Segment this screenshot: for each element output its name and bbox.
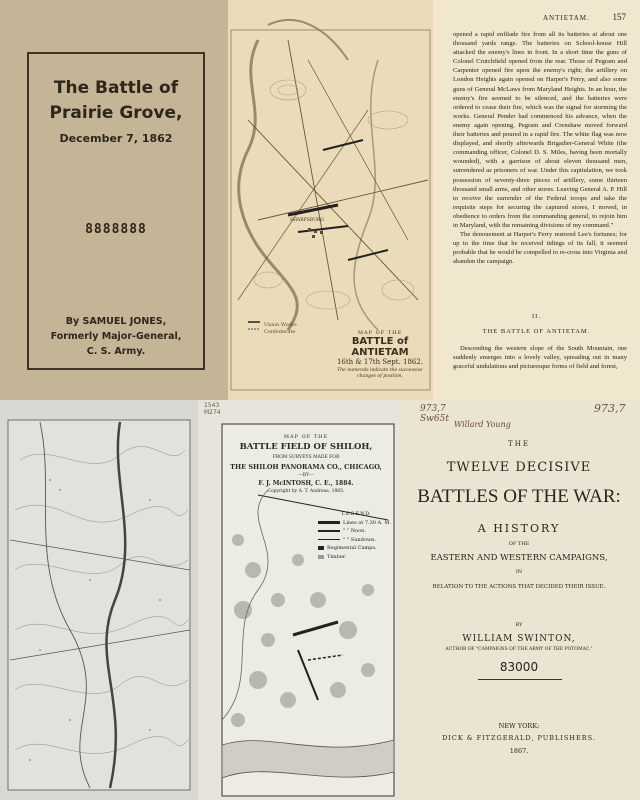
legend-swatch xyxy=(318,546,324,550)
subtitle-relation: RELATION TO THE ACTIONS THAT DECIDED THEIR ISSUE. xyxy=(432,584,606,590)
cover-author: By SAMUEL JONES, xyxy=(65,316,167,327)
legend-swatch xyxy=(318,539,340,540)
legend-confederate: Confederate xyxy=(264,329,296,335)
shiloh-title-small: MAP OF THE xyxy=(283,434,329,440)
shiloh-by: —BY— xyxy=(298,473,314,478)
caption-small: MAP OF THE xyxy=(357,330,403,336)
cover-author-block xyxy=(29,314,203,359)
topographic-map xyxy=(0,400,198,800)
paragraph-3: Descending the western slope of the South Mountain, one suddenly emerges into a lovely valley, spreading out in many graceful undulations and picturesque forms of field and forest, xyxy=(453,345,627,371)
shiloh-copyright: Copyright by A. T. Andreas, 1885. xyxy=(267,489,345,494)
caption-title: BATTLE of ANTIETAM xyxy=(351,336,409,358)
topographic-map-drawing xyxy=(0,400,198,800)
shiloh-subtitle: FROM SURVEYS MADE FOR xyxy=(272,455,340,460)
legend-row-morning: Lines at 7.30 A. M. xyxy=(318,519,394,528)
section-title: THE BATTLE OF ANTIETAM. xyxy=(482,328,591,335)
shiloh-author: F. J. McINTOSH, C. E., 1884. xyxy=(258,480,354,487)
legend-row-sundown: " " Sundown. xyxy=(318,536,394,545)
page-number: 157 xyxy=(612,12,626,22)
legend-row-camps: Regimental Camps. xyxy=(318,544,394,553)
author-name: WILLIAM SWINTON, xyxy=(462,634,576,644)
margin-note: 1543 M274 xyxy=(204,402,221,416)
legend-heading: LEGEND xyxy=(341,511,371,517)
paragraph-1: opened a rapid enfilade fire from all its batteries at about one thousand yards range. The batteries on School-house Hill attacked the enemy's lines in front. In a short time the guns of Colonel Crutchfield opened from the rear. Those of Pegram and Carpenter opened fire upon the enemy's right; the artillery on London Heights again opened on Harper's Ferry, and also some guns of General McLaws from Maryland Heights. In an hour, the enemy's fire seemed to be silenced, and the batteries were ordered to cease their fire, which was the signal for storming the works. General Pender had commenced his advance, when the enemy again opening, Pegram and Crenshaw moved forward their batteries and poured in a rapid fire. The white flag was now displayed, and shortly afterwards Brigadier-General White (the commanding officer, Colonel D. S. Miles, having been mortally wounded), with a garrison of about eleven thousand men, surrendered as prisoners of war. Under this capitulation, we took possession of seventy-three pieces of artillery, some thirteen thousand small arms, and other stores. Leaving General A. P. Hill to receive the surrender of the Federal troops and take the requisite steps for securing the captured stores, I moved, in obedience to orders from the commanding general, to rejoin him in Maryland, with the remaining divisions of my command." xyxy=(453,31,627,229)
town-label-sharpsburg: SHARPSBURG xyxy=(290,218,324,223)
shiloh-title-main: BATTLE FIELD OF SHILOH, xyxy=(239,442,373,452)
handwritten-name: Willard Young xyxy=(454,420,511,429)
swinton-title-page xyxy=(398,400,640,800)
antietam-map xyxy=(228,0,433,400)
handwritten-shelf-mark: 973,7 Sw65t xyxy=(420,404,449,424)
antietam-caption xyxy=(332,330,428,380)
cover-author-rank: Formerly Major-General, xyxy=(50,331,182,342)
caption-note: The numerals indicate the successive changes of position. xyxy=(337,368,423,379)
legend-row-timber: Timber. xyxy=(318,553,394,562)
cover-author-army: C. S. Army. xyxy=(86,346,146,357)
shiloh-map-drawing xyxy=(198,400,398,800)
author-note: AUTHOR OF "CAMPAIGNS OF THE ARMY OF THE POTOMAC." xyxy=(445,647,593,652)
accession-underline xyxy=(478,679,562,680)
cover-frame xyxy=(27,52,205,370)
legend-swatch xyxy=(318,555,324,559)
legend-swatch xyxy=(318,530,340,532)
prairie-grove-cover xyxy=(0,0,228,400)
title-line-battles: BATTLES OF THE WAR: xyxy=(417,486,621,507)
antietam-legend xyxy=(248,322,297,336)
shiloh-company: THE SHILOH PANORAMA CO., CHICAGO, xyxy=(230,463,382,471)
handwritten-call-number: 973,7 xyxy=(594,402,626,415)
running-head: ANTIETAM. xyxy=(543,14,590,22)
section-number: II. xyxy=(532,313,541,320)
paragraph-2: The denouement at Harper's Ferry restored Lee's fortunes; for up to the time that he received tidings of its fall, it seemed probable that he would be compelled to re-cross into Virginia and abandon the campaign. xyxy=(453,231,627,266)
ornament-row: 8888888 xyxy=(85,222,147,237)
section-body xyxy=(453,344,627,371)
cover-title-line1: The Battle of xyxy=(53,78,179,98)
accession-number: 83000 xyxy=(499,660,539,674)
antietam-text-page xyxy=(433,0,640,400)
cover-date: December 7, 1862 xyxy=(59,132,173,145)
legend-row-noon: " " Noon. xyxy=(318,527,394,536)
legend-swatch xyxy=(318,521,340,524)
word-in: IN xyxy=(515,569,523,575)
cover-title-line2: Prairie Grove, xyxy=(49,103,183,123)
shiloh-map xyxy=(198,400,398,800)
imprint-city: NEW YORK: xyxy=(498,722,540,730)
subtitle-campaigns: EASTERN AND WESTERN CAMPAIGNS, xyxy=(430,553,608,563)
legend-union: Union Works xyxy=(264,322,297,328)
shiloh-legend xyxy=(318,510,394,561)
word-the: THE xyxy=(508,440,530,448)
cover-title xyxy=(29,76,203,126)
subtitle-history: A HISTORY xyxy=(477,522,561,535)
word-by: BY xyxy=(515,622,523,628)
word-of-the: OF THE xyxy=(508,541,530,547)
page-body xyxy=(453,30,627,266)
imprint-publisher: DICK & FITZGERALD, PUBLISHERS. xyxy=(442,734,596,742)
caption-dates: 16th & 17th Sept. 1862. xyxy=(336,358,424,366)
title-line-twelve: TWELVE DECISIVE xyxy=(446,460,592,475)
imprint-year: 1867. xyxy=(509,747,529,755)
